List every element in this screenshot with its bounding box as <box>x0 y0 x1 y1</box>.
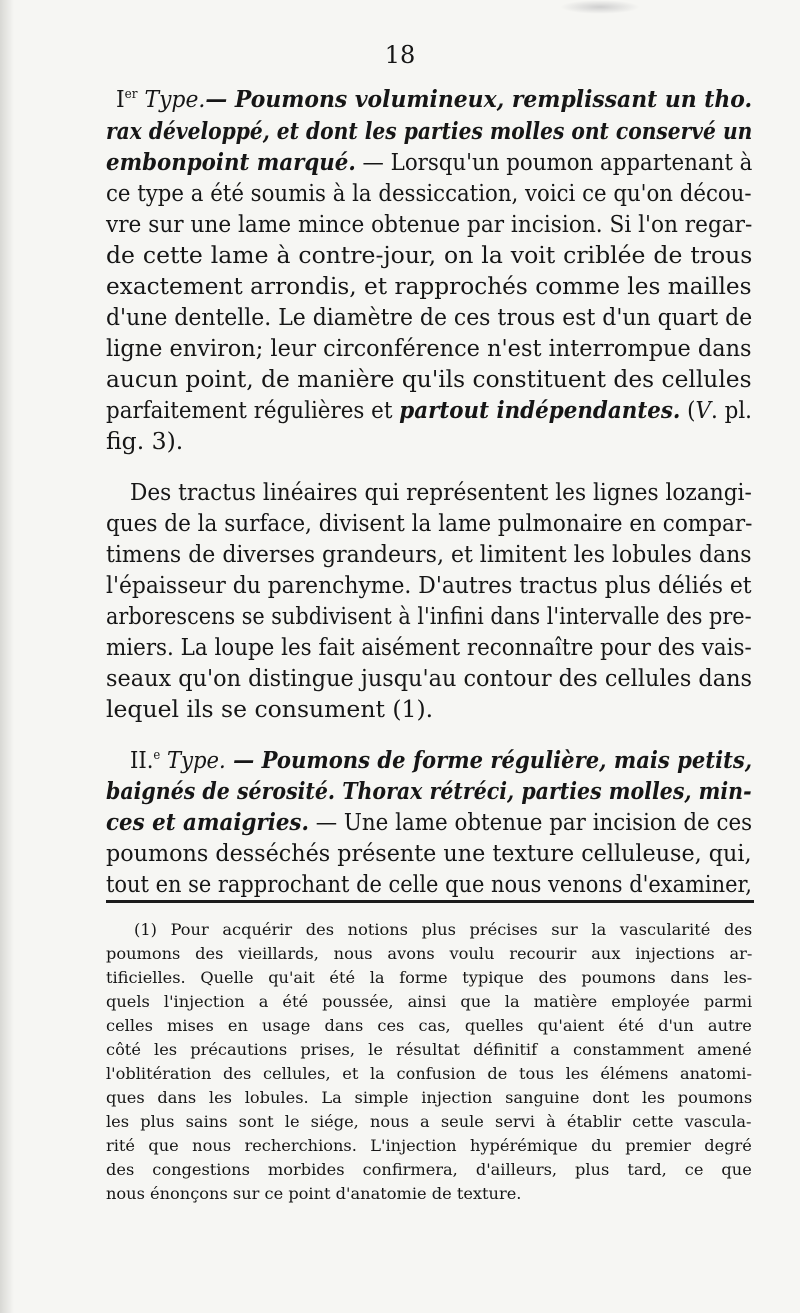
body-line <box>106 116 752 146</box>
body-text-run: Type. <box>137 85 206 113</box>
body-line <box>106 632 752 662</box>
body-text-run: lequel ils se consument (1). <box>106 695 434 723</box>
footnote-separator-rule <box>106 900 754 903</box>
body-line <box>106 539 752 569</box>
footnote-line: les plus sains sont le siége, nous a seule servi à établir cette vascula- <box>106 1112 752 1131</box>
footnote-line: rité que nous recherchions. L'injection hypérémique du premier degré <box>106 1136 752 1155</box>
body-text-run: embonpoint marqué. <box>106 148 356 176</box>
body-text-run: er <box>124 87 138 103</box>
footnote-line: ques dans les lobules. La simple injection sanguine dont les poumons <box>106 1088 753 1107</box>
body-text-run: timens de diverses grandeurs, et limitent les lobules dans <box>106 540 752 568</box>
body-line <box>106 694 433 724</box>
body-line <box>106 776 752 806</box>
body-text-run: . pl. <box>711 396 752 424</box>
footnote-line: nous énonçons sur ce point d'anatomie de texture. <box>106 1184 522 1203</box>
body-line <box>106 178 752 208</box>
body-line <box>106 838 752 868</box>
body-line <box>106 663 752 693</box>
body-text-run: parfaitement régulières et <box>106 396 400 424</box>
body-text-run: ces et amaigries. <box>106 808 309 836</box>
body-text-run: aucun point, de manière qu'ils constituent des cellules <box>106 365 752 393</box>
body-text-run: vre sur une lame mince obtenue par incision. Si l'on regar- <box>106 210 753 238</box>
body-line <box>106 395 752 425</box>
body-text-run: poumons desséchés présente une texture celluleuse, qui, <box>106 839 752 867</box>
body-text-run: partout indépendantes. <box>399 396 681 424</box>
body-line <box>106 869 752 899</box>
body-text-run: — Poumons volumineux, remplissant un tho. <box>205 85 753 113</box>
body-line <box>106 601 752 631</box>
body-text-run: — Une lame obtenue par incision de ces <box>308 808 753 836</box>
body-text-run: ( <box>680 396 696 424</box>
body-text-run: arborescens se subdivisent à l'infini dans l'intervalle des pre- <box>106 602 752 630</box>
body-text-run: de cette lame à contre-jour, on la voit criblée de trous <box>106 241 753 269</box>
body-line <box>106 302 752 332</box>
body-text-run: tout en se rapprochant de celle que nous venons d'examiner, <box>106 870 752 898</box>
body-text-run: Des tractus linéaires qui représentent les lignes lozangi- <box>130 478 752 506</box>
body-text-run: exactement arrondis, et rapprochés comme les mailles <box>106 272 752 300</box>
body-line <box>106 426 183 456</box>
body-line <box>106 364 752 394</box>
body-text-run: e <box>153 748 161 764</box>
body-text-run: — Lorsqu'un poumon appartenant à <box>355 148 753 176</box>
body-line <box>106 333 752 363</box>
footnote-line: l'oblitération des cellules, et la confusion de tous les élémens anatomi- <box>106 1064 752 1083</box>
page-number: 18 <box>384 41 416 69</box>
body-text-run: — Poumons de forme régulière, mais petits, <box>225 746 753 774</box>
body-line <box>106 240 752 270</box>
page-edge-shadow <box>0 0 14 1313</box>
footnote-line: des congestions morbides confirmera, d'ailleurs, plus tard, ce que <box>106 1160 752 1179</box>
body-line <box>130 477 752 507</box>
footnote-line: celles mises en usage dans ces cas, quelles qu'aient été d'un autre <box>106 1016 752 1035</box>
footnote-line: côté les précautions prises, le résultat définitif a constamment amené <box>106 1040 752 1059</box>
body-text-run: rax développé, et dont les parties molles ont conservé un <box>106 117 753 145</box>
footnote-line: (1) Pour acquérir des notions plus précises sur la vascularité des <box>134 920 753 939</box>
body-text-run: seaux qu'on distingue jusqu'au contour des cellules dans <box>106 664 753 692</box>
body-text-run: d'une dentelle. Le diamètre de ces trous est d'un quart de <box>106 303 753 331</box>
footnote-line: tificielles. Quelle qu'ait été la forme typique des poumons dans les- <box>106 968 753 987</box>
body-line <box>106 147 752 177</box>
body-text-run: fig. 3). <box>106 427 184 455</box>
body-text-run: ligne environ; leur circonférence n'est interrompue dans <box>106 334 752 362</box>
body-text-run: V <box>695 396 712 424</box>
body-text-run: ques de la surface, divisent la lame pulmonaire en compar- <box>106 509 753 537</box>
footnote-line: poumons des vieillards, nous avons voulu recourir aux injections ar- <box>106 944 753 963</box>
body-text-run: ce type a été soumis à la dessiccation, voici ce qu'on décou- <box>106 179 752 207</box>
body-line <box>106 271 752 301</box>
body-text-run: l'épaisseur du parenchyme. D'autres tractus plus déliés et <box>106 571 752 599</box>
page-stain <box>560 0 640 14</box>
body-line <box>106 570 752 600</box>
body-line <box>116 84 752 114</box>
body-text-run: II. <box>130 746 154 774</box>
body-line <box>106 807 752 837</box>
body-line <box>130 745 752 775</box>
body-text-run: baignés de sérosité. Thorax rétréci, parties molles, min- <box>106 777 752 805</box>
body-line <box>106 508 752 538</box>
body-text-run: Type. <box>160 746 226 774</box>
footnote-line: quels l'injection a été poussée, ainsi que la matière employée parmi <box>106 992 753 1011</box>
body-text-run: I <box>116 85 125 113</box>
body-line <box>106 209 752 239</box>
body-text-run: miers. La loupe les fait aisément reconnaître pour des vais- <box>106 633 752 661</box>
